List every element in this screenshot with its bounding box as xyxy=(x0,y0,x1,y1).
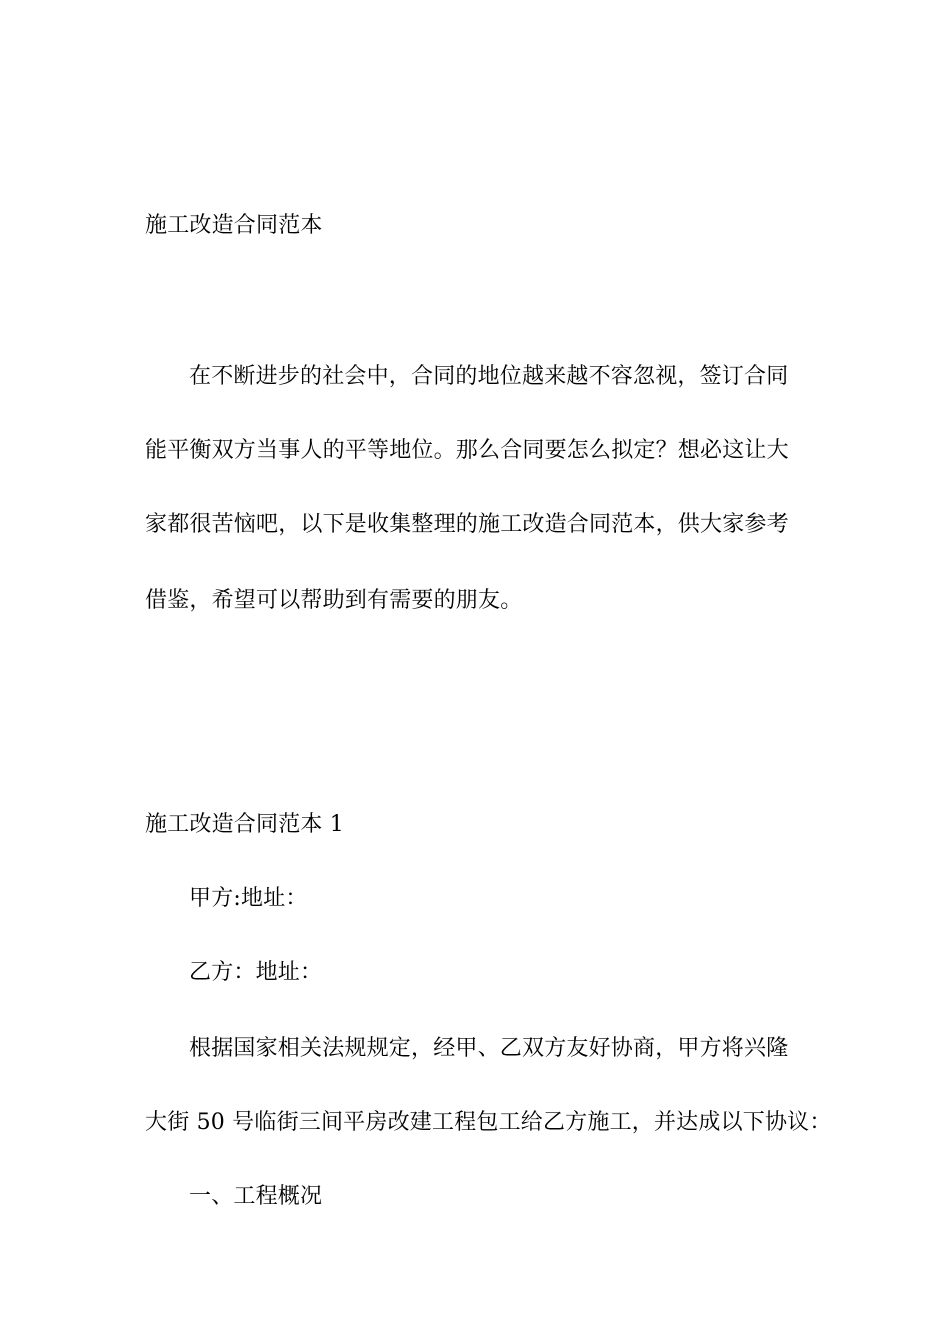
clause-line-1: 根据国家相关法规规定，经甲、乙双方友好协商，甲方将兴隆 xyxy=(189,1036,789,1061)
document-title: 施工改造合同范本 xyxy=(145,213,323,238)
party-a-line: 甲方:地址： xyxy=(189,886,308,911)
section-title: 施工改造合同范本 1 xyxy=(145,812,344,837)
intro-line-3: 家都很苦恼吧，以下是收集整理的施工改造合同范本，供大家参考 xyxy=(145,512,789,537)
intro-line-1: 在不断进步的社会中，合同的地位越来越不容忽视，签订合同 xyxy=(189,364,789,389)
heading-1: 一、工程概况 xyxy=(189,1184,323,1209)
intro-line-4: 借鉴，希望可以帮助到有需要的朋友。 xyxy=(145,588,523,613)
clause-line-2: 大街 50 号临街三间平房改建工程包工给乙方施工，并达成以下协议： xyxy=(145,1110,832,1135)
party-b-line: 乙方：地址： xyxy=(189,960,323,985)
intro-line-2: 能平衡双方当事人的平等地位。那么合同要怎么拟定？想必这让大 xyxy=(145,438,789,463)
